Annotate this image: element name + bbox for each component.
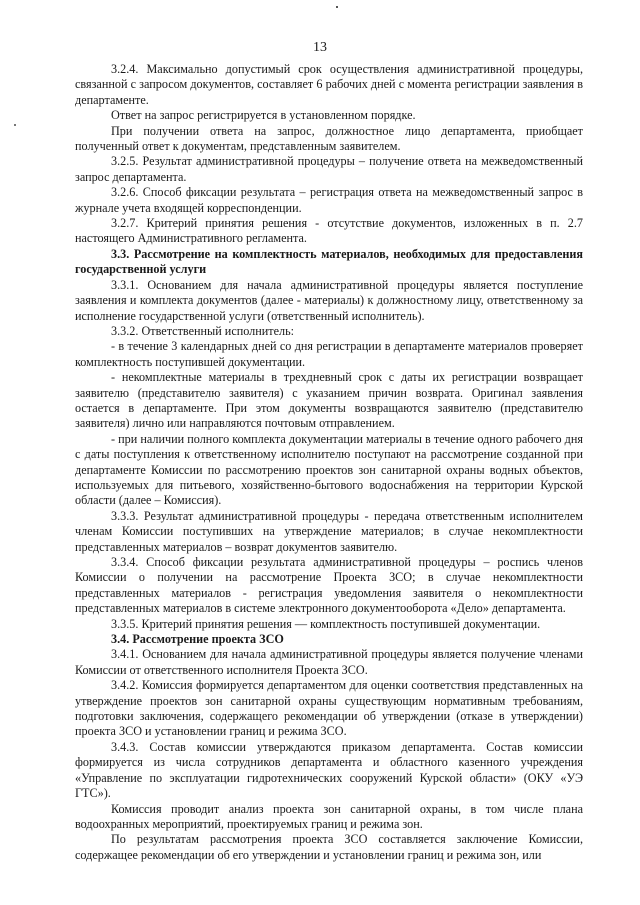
paragraph: 3.3.5. Критерий принятия решения — комплектность поступившей документации. xyxy=(111,616,541,631)
paragraph: - при наличии полного комплекта документации материалы в течение одного рабочего дня с даты поступления к ответственному исполнителю поступают на рассмотрение созданной при департаменте Комиссии по рассмотрению проектов зон санитарной охраны водных объектов, используемых для питьевого, хозяйственно-бытового водоснабжения на территории Курской области (далее – Комиссия). xyxy=(75,431,583,508)
scan-speck xyxy=(336,6,338,8)
scan-speck xyxy=(14,124,16,126)
page-number: 13 xyxy=(313,40,327,55)
document-body xyxy=(75,62,583,863)
paragraph: 3.2.4. Максимально допустимый срок осуществления административной процедуры, связанной с запросом документов, составляет 6 рабочих дней с момента регистрации заявления в департаменте. xyxy=(75,62,583,107)
section-heading: 3.4. Рассмотрение проекта ЗСО xyxy=(111,632,284,647)
paragraph: 3.4.3. Состав комиссии утверждаются приказом департамента. Состав комиссии формируется из числа сотрудников департамента и областного казенного учреждения «Управление по эксплуатации гидротехнических сооружений Курской области» (ОКУ «УЭ ГТС»). xyxy=(75,739,583,801)
paragraph: По результатам рассмотрения проекта ЗСО составляется заключение Комиссии, содержащее рекомендации об его утверждении и установлении границ и режима зон, или xyxy=(75,832,583,862)
paragraph: 3.3.1. Основанием для начала административной процедуры является поступление заявления и комплекта документов (далее - материалы) к должностному лицу, ответственному за исполнение государственной услуги (ответственный исполнитель). xyxy=(75,277,583,323)
paragraph: 3.2.5. Результат административной процедуры – получение ответа на межведомственный запрос департамента. xyxy=(75,154,583,184)
paragraph: - в течение 3 календарных дней со дня регистрации в департаменте материалов проверяет комплектность поступившей документации. xyxy=(75,339,583,369)
paragraph: 3.4.1. Основанием для начала административной процедуры является получение членами Комиссии от ответственного исполнителя Проекта ЗСО. xyxy=(75,647,583,677)
paragraph: 3.3.3. Результат административной процедуры - передача ответственным исполнителем членам Комиссии поступивших на утверждение материалов; в случае некомплектности представленных материалов – возврат документов заявителю. xyxy=(75,508,583,554)
section-heading: 3.3. Рассмотрение на комплектность материалов, необходимых для предоставления государственной услуги xyxy=(75,246,583,277)
paragraph: Ответ на запрос регистрируется в установленном порядке. xyxy=(111,108,416,123)
paragraph: 3.3.4. Способ фиксации результата административной процедуры – роспись членов Комиссии о получении на рассмотрение Проекта ЗСО; в случае некомплектности представленных материалов - регистрация уведомления заявителя о некомплектности представленных материалов в системе электронного документооборота «Дело» департамента. xyxy=(75,555,583,616)
paragraph: 3.3.2. Ответственный исполнитель: xyxy=(111,323,295,338)
paragraph: - некомплектные материалы в трехдневный срок с даты их регистрации возвращает заявителю (представителю заявителя) с указанием причин возврата. Оригинал заявления остается в департаменте. При этом документы возвращаются заявителю (представителю заявителя) лично или направляются почтовым отправлением. xyxy=(75,370,583,431)
paragraph: Комиссия проводит анализ проекта зон санитарной охраны, в том числе плана водоохранных мероприятий, проектируемых границ и режима зон. xyxy=(75,801,583,831)
paragraph: При получении ответа на запрос, должностное лицо департамента, приобщает полученный ответ к документам, представленным заявителем. xyxy=(75,123,583,154)
paragraph: 3.2.7. Критерий принятия решения - отсутствие документов, изложенных в п. 2.7 настоящего Административного регламента. xyxy=(75,216,583,246)
paragraph: 3.2.6. Способ фиксации результата – регистрация ответа на межведомственный запрос в журнале учета входящей корреспонденции. xyxy=(75,185,583,215)
paragraph: 3.4.2. Комиссия формируется департаментом для оценки соответствия представленных на утверждение проектов зон санитарной охраны существующим нормативным требованиям, подготовки заключения, содержащего рекомендации об утверждении (отказе в утверждении) проекта ЗСО и установлении границ и режима ЗСО. xyxy=(75,678,583,739)
